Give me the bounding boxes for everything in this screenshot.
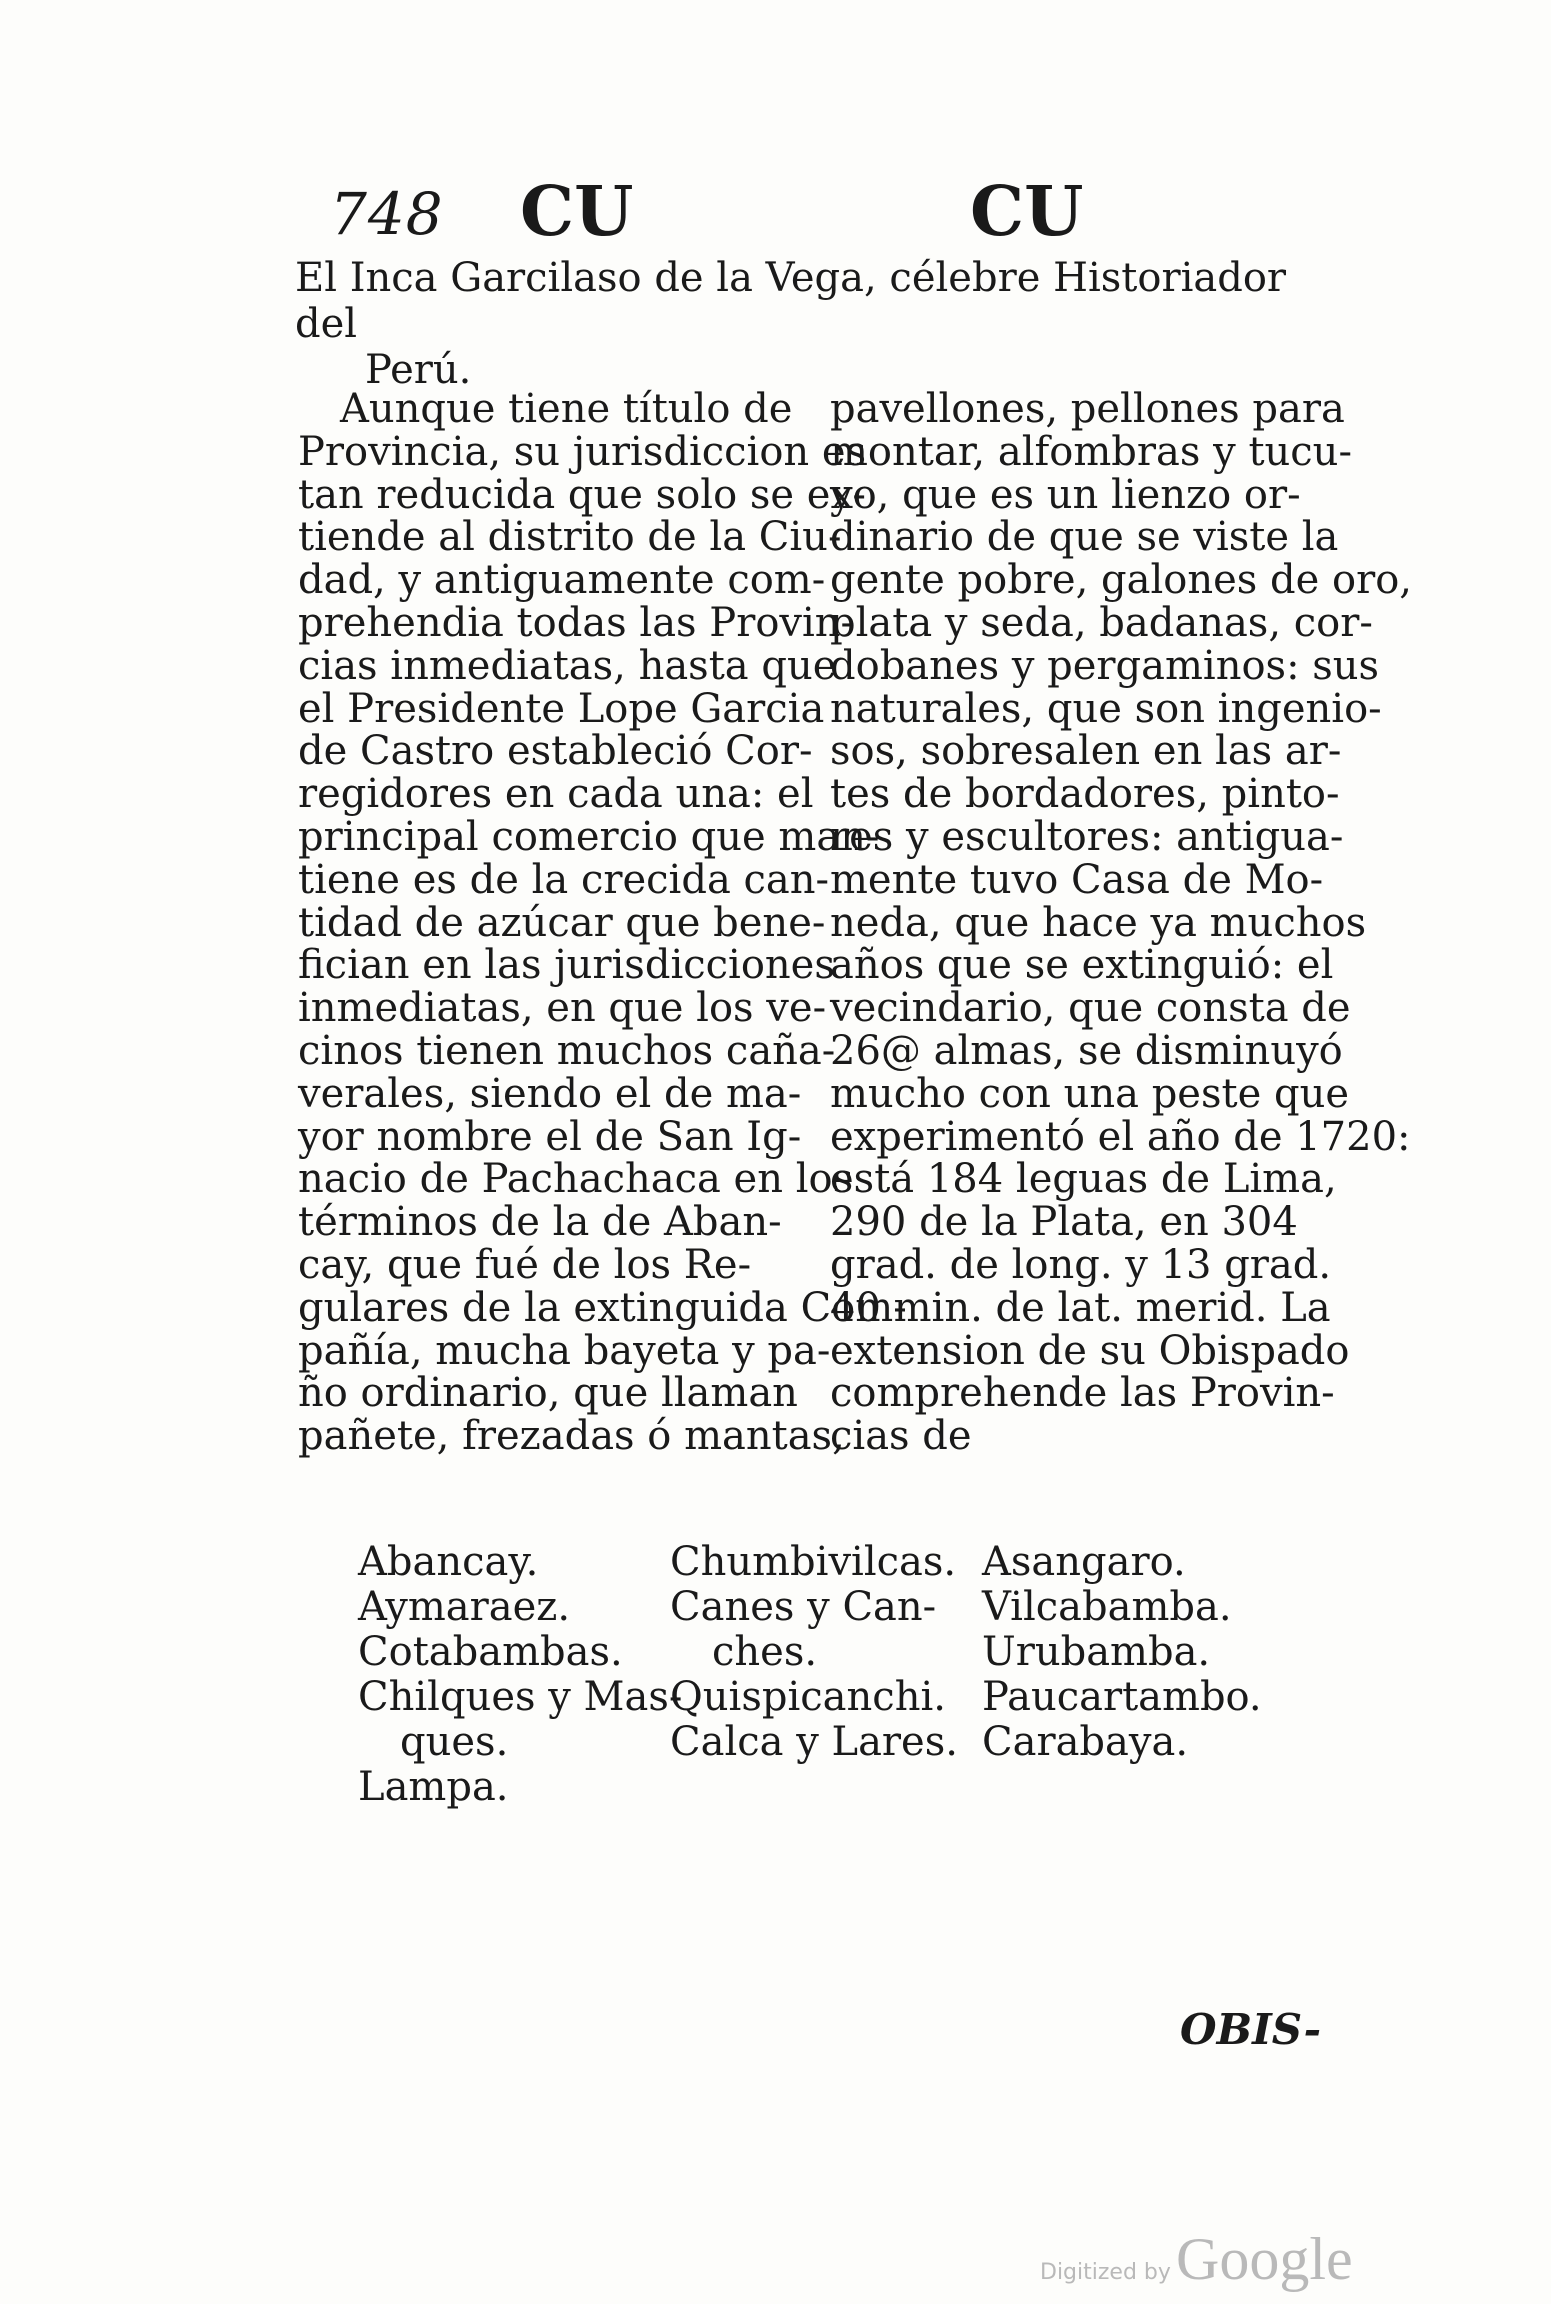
text-line: está 184 leguas de Lima, xyxy=(830,1156,1337,1203)
text-line: 26@ almas, se disminuyó xyxy=(830,1027,1343,1074)
province-item: ches. xyxy=(712,1629,818,1675)
province-list-3 xyxy=(982,1540,1262,1765)
province-item: Calca y Lares. xyxy=(670,1719,958,1765)
text-line: prehendia todas las Provin- xyxy=(298,599,855,646)
province-item: Vilcabamba. xyxy=(982,1584,1232,1630)
intro-paragraph xyxy=(295,255,1345,393)
province-item: Lampa. xyxy=(358,1764,509,1810)
text-column-right xyxy=(830,386,1413,1460)
text-line: neda, que hace ya muchos xyxy=(830,899,1367,946)
text-line: tidad de azúcar que bene- xyxy=(298,899,826,946)
province-item: Carabaya. xyxy=(982,1719,1189,1765)
text-line: cias inmediatas, hasta que xyxy=(298,642,837,689)
text-line: experimentó el año de 1720: xyxy=(830,1113,1411,1160)
text-line: pañía, mucha bayeta y pa- xyxy=(298,1327,831,1374)
province-item: ques. xyxy=(400,1719,509,1765)
text-line: verales, siendo el de ma- xyxy=(298,1070,802,1117)
text-line: sos, sobresalen en las ar- xyxy=(830,728,1342,775)
text-line: yor nombre el de San Ig- xyxy=(298,1113,802,1160)
text-line: tan reducida que solo se ex- xyxy=(298,471,866,518)
text-line: pavellones, pellones para xyxy=(830,386,1345,432)
text-line: yo, que es un lienzo or- xyxy=(830,471,1301,518)
text-line: cay, que fué de los Re- xyxy=(298,1241,752,1288)
intro-line: Perú. xyxy=(365,347,472,393)
text-line: dinario de que se viste la xyxy=(830,514,1339,561)
text-line: cinos tienen muchos caña- xyxy=(298,1027,836,1074)
running-header xyxy=(330,172,1130,262)
text-line: mucho con una peste que xyxy=(830,1070,1350,1117)
text-line: términos de la de Aban- xyxy=(298,1199,782,1246)
text-line: gulares de la extinguida Com- xyxy=(298,1284,907,1331)
text-line: Provincia, su jurisdiccion es xyxy=(298,428,867,475)
digitized-watermark xyxy=(1040,2225,1353,2294)
text-line: años que se extinguió: el xyxy=(830,942,1334,989)
text-line: naturales, que son ingenio- xyxy=(830,685,1382,732)
text-line: Aunque tiene título de xyxy=(340,386,793,432)
text-line: el Presidente Lope Garcia xyxy=(298,685,825,732)
province-item: Asangaro. xyxy=(982,1539,1186,1585)
text-line: tiene es de la crecida can- xyxy=(298,856,830,903)
province-item: Cotabambas. xyxy=(358,1629,623,1675)
province-item: Chumbivilcas. xyxy=(670,1539,957,1585)
text-line: vecindario, que consta de xyxy=(830,985,1351,1032)
text-line: pañete, frezadas ó mantas, xyxy=(298,1413,845,1460)
text-line: grad. de long. y 13 grad. xyxy=(830,1241,1332,1288)
text-line: montar, alfombras y tucu- xyxy=(830,428,1352,475)
text-line: plata y seda, badanas, cor- xyxy=(830,599,1373,646)
catchword: OBIS- xyxy=(1180,2005,1322,2054)
text-line: res y escultores: antigua- xyxy=(830,813,1344,860)
text-line: 40 min. de lat. merid. La xyxy=(830,1284,1331,1331)
province-list-2 xyxy=(670,1540,958,1765)
text-line: comprehende las Provin- xyxy=(830,1370,1335,1417)
text-line: principal comercio que man- xyxy=(298,813,880,860)
text-line: tes de bordadores, pinto- xyxy=(830,771,1340,818)
province-item: Abancay. xyxy=(358,1539,539,1585)
province-item: Aymaraez. xyxy=(358,1584,571,1630)
province-item: Urubamba. xyxy=(982,1629,1211,1675)
text-line: ño ordinario, que llaman xyxy=(298,1370,798,1417)
text-line: fician en las jurisdicciones xyxy=(298,942,835,989)
watermark-prefix: Digitized by xyxy=(1040,2260,1171,2285)
text-line: de Castro estableció Cor- xyxy=(298,728,813,775)
google-logo: Google xyxy=(1176,2226,1353,2292)
province-item: Chilques y Mas- xyxy=(358,1674,683,1720)
page-number: 748 xyxy=(330,180,444,248)
text-line: dobanes y pergaminos: sus xyxy=(830,642,1380,689)
province-item: Canes y Can- xyxy=(670,1584,937,1630)
text-line: regidores en cada una: el xyxy=(298,771,814,818)
text-line: cias de xyxy=(830,1413,972,1460)
text-line: inmediatas, en que los ve- xyxy=(298,985,827,1032)
text-line: extension de su Obispado xyxy=(830,1327,1350,1374)
text-line: mente tuvo Casa de Mo- xyxy=(830,856,1324,903)
text-line: nacio de Pachachaca en los xyxy=(298,1156,854,1203)
text-line: 290 de la Plata, en 304 xyxy=(830,1199,1298,1246)
text-line: tiende al distrito de la Ciu- xyxy=(298,514,842,561)
text-line: dad, y antiguamente com- xyxy=(298,557,826,604)
right-running-head: CU xyxy=(970,172,1084,252)
province-item: Quispicanchi. xyxy=(670,1674,946,1720)
province-item: Paucartambo. xyxy=(982,1674,1262,1720)
intro-line: El Inca Garcilaso de la Vega, célebre Historiador del xyxy=(295,255,1287,347)
text-line: gente pobre, galones de oro, xyxy=(830,557,1413,604)
left-running-head: CU xyxy=(520,172,634,252)
province-list-1 xyxy=(358,1540,682,1810)
